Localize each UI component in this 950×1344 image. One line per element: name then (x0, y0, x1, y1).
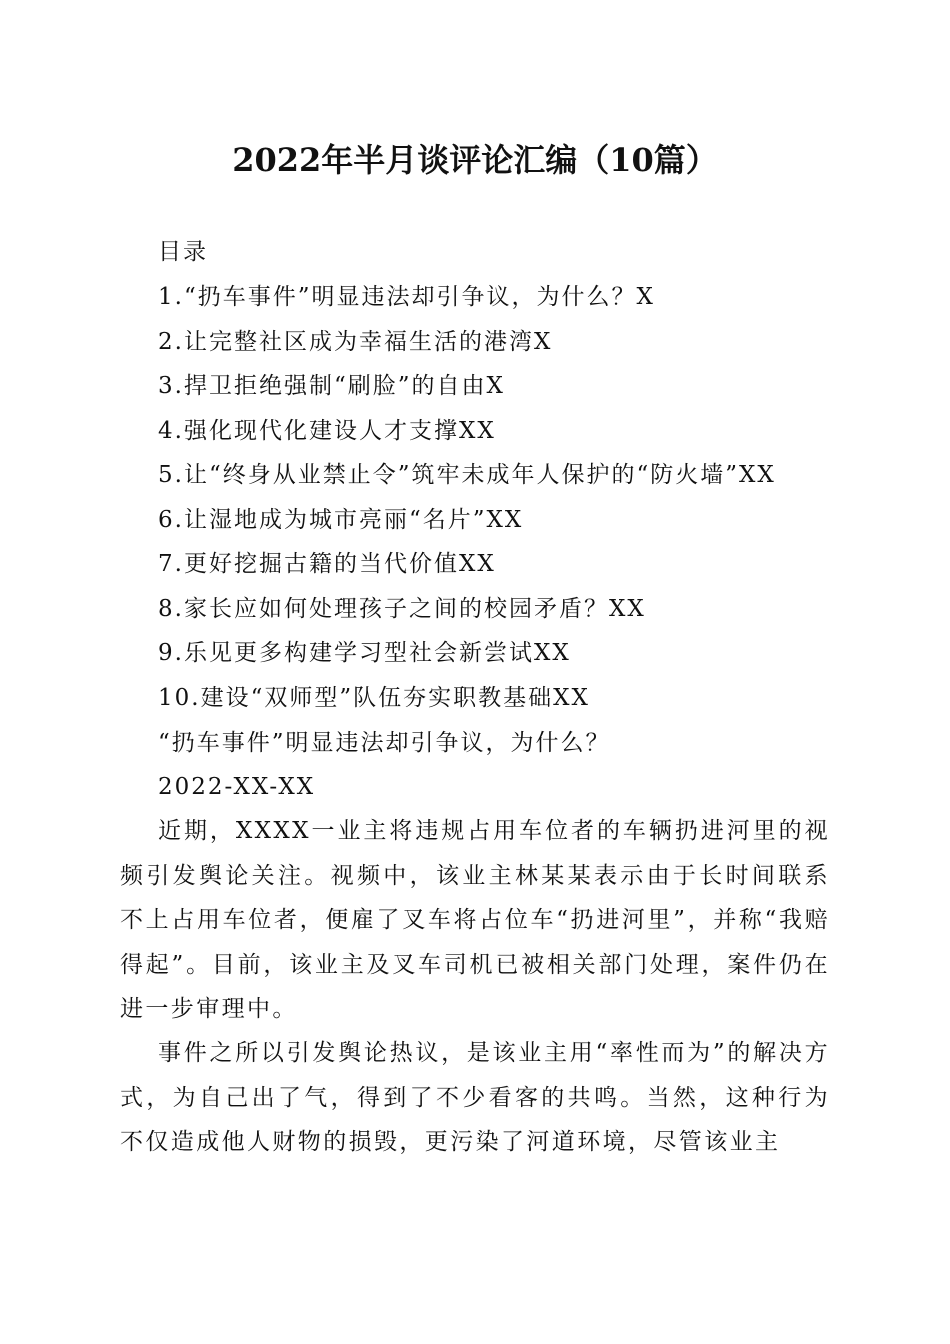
toc-item-1: 1.“扔车事件”明显违法却引争议，为什么？X (158, 284, 655, 310)
document-title: 2022年半月谈评论汇编（10篇） (232, 141, 718, 179)
article-paragraph-2: 事件之所以引发舆论热议，是该业主用“率性而为”的解决方式，为自己出了气，得到了不少看客的共鸣。当然，这种行为不仅造成他人财物的损毁，更污染了河道环境，尽管该业主 (120, 1040, 830, 1155)
toc-item-9: 9.乐见更多构建学习型社会新尝试XX (158, 640, 571, 666)
article-heading: “扔车事件”明显违法却引争议，为什么？ (158, 730, 611, 756)
toc-item-6: 6.让湿地成为城市亮丽“名片”XX (158, 507, 524, 533)
toc-item-7: 7.更好挖掘古籍的当代价值XX (158, 551, 496, 577)
toc-item-10: 10.建设“双师型”队伍夯实职教基础XX (158, 685, 590, 711)
toc-item-5: 5.让“终身从业禁止令”筑牢未成年人保护的“防火墙”XX (158, 462, 776, 488)
toc-item-2: 2.让完整社区成为幸福生活的港湾X (158, 329, 553, 355)
article-paragraph-1: 近期，XXXX一业主将违规占用车位者的车辆扔进河里的视频引发舆论关注。视频中，该业主林某某表示由于长时间联系不上占用车位者，便雇了叉车将占位车“扔进河里”，并称“我赔得起”。目前，该业主及叉车司机已被相关部门处理，案件仍在进一步审理中。 (120, 818, 830, 1022)
article-date: 2022-XX-XX (158, 774, 316, 800)
toc-heading: 目录 (158, 239, 208, 265)
toc-item-3: 3.捍卫拒绝强制“刷脸”的自由X (158, 373, 505, 399)
toc-item-8: 8.家长应如何处理孩子之间的校园矛盾？XX (158, 596, 646, 622)
toc-item-4: 4.强化现代化建设人才支撑XX (158, 418, 496, 444)
